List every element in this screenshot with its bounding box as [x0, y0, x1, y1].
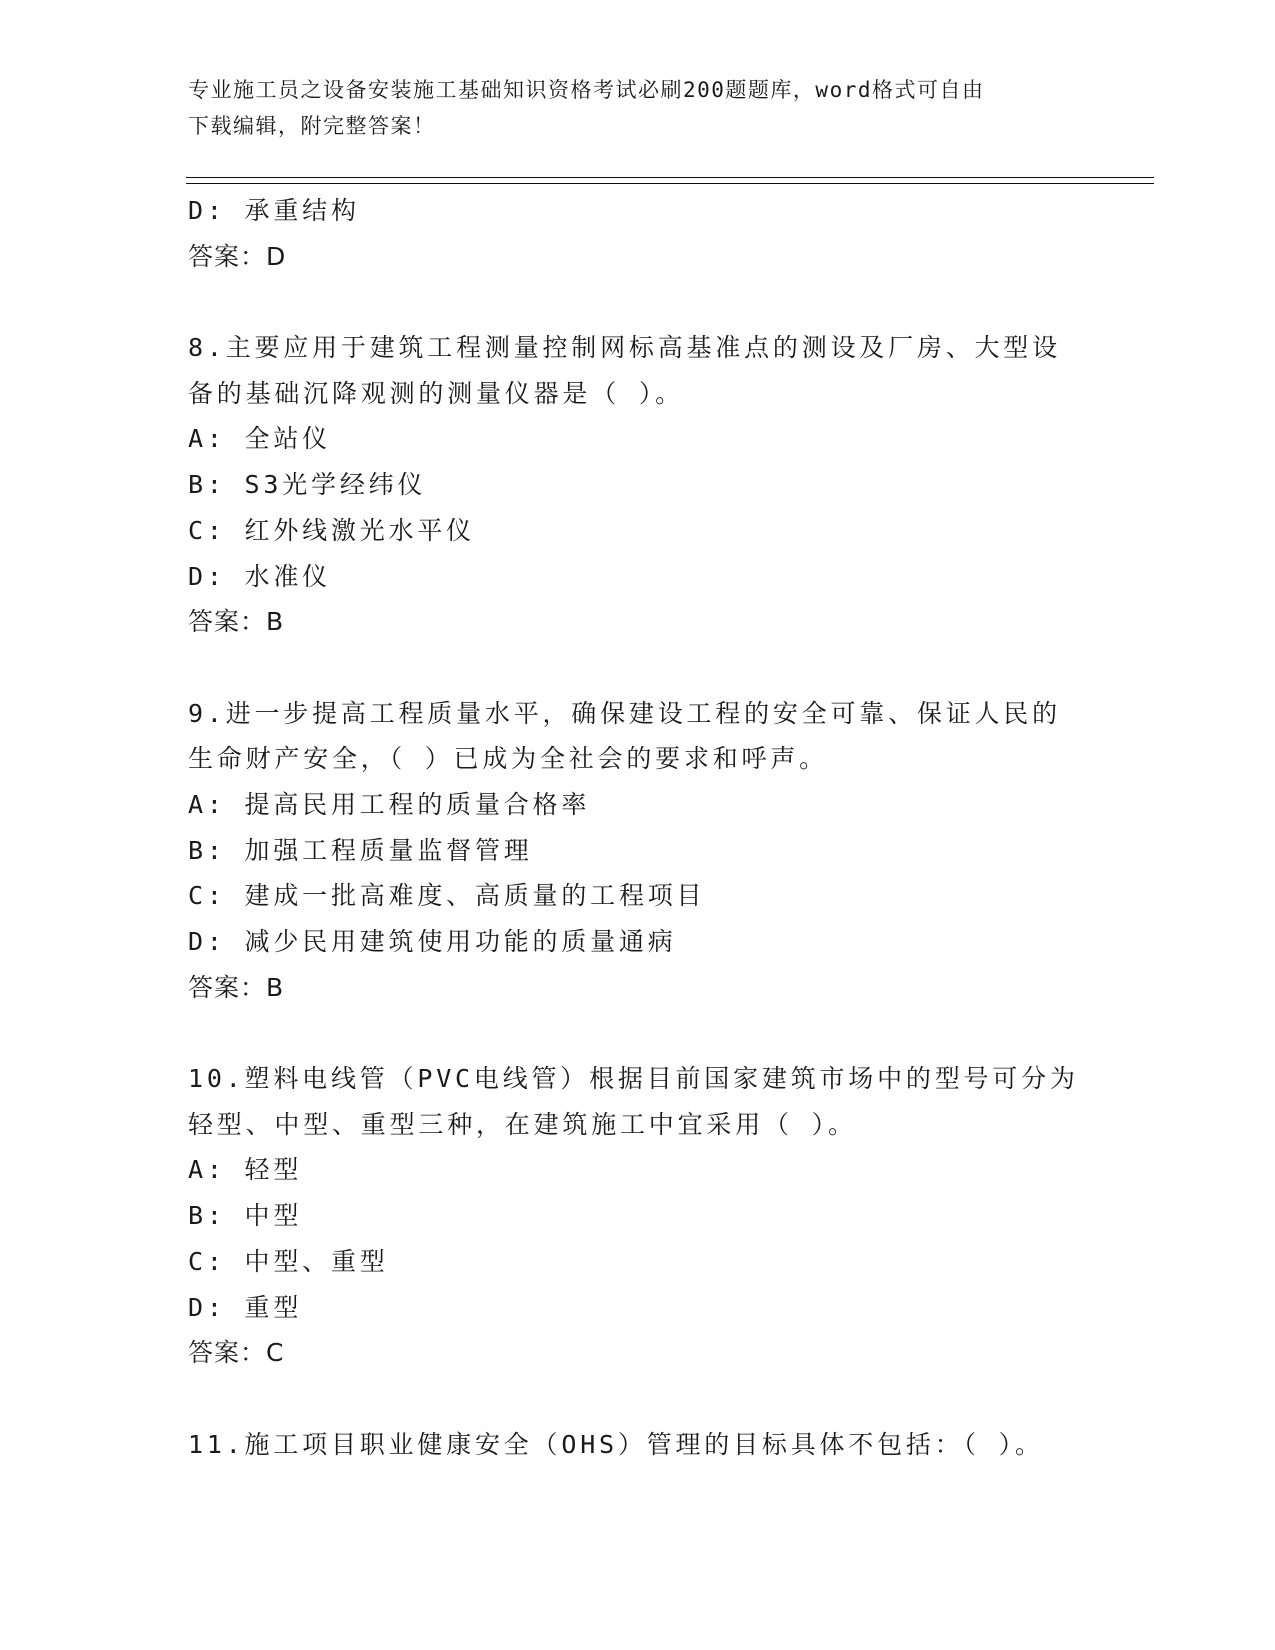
option-c: C: 中型、重型 [188, 1246, 389, 1276]
option-d: D: 承重结构 [188, 196, 360, 225]
spacer [188, 279, 1088, 325]
question-stem: 9.进一步提高工程质量水平，确保建设工程的安全可靠、保证人民的 [188, 698, 1061, 728]
option-b: B: S3光学经纬仪 [188, 470, 427, 500]
question-11 [188, 1422, 1088, 1468]
header-title-line2: 下载编辑，附完整答案！ [188, 114, 436, 138]
question-9 [188, 691, 1088, 1011]
answer-line: 答案：C [188, 1338, 285, 1368]
option-c: C: 红外线激光水平仪 [188, 515, 475, 545]
question-stem-continued: 生命财产安全，（ ）已成为全社会的要求和呼声。 [188, 744, 828, 774]
question-10 [188, 1056, 1088, 1376]
spacer [188, 1376, 1088, 1422]
option-d: D: 水准仪 [188, 561, 331, 591]
previous-question-tail [188, 188, 1088, 279]
answer-line: 答案：D [188, 241, 287, 271]
header-divider-top [186, 177, 1154, 178]
option-d: D: 减少民用建筑使用功能的质量通病 [188, 927, 677, 956]
question-stem: 10.塑料电线管（PVC电线管）根据目前国家建筑市场中的型号可分为 [188, 1064, 1079, 1094]
option-b: B: 加强工程质量监督管理 [188, 835, 533, 865]
question-stem: 8.主要应用于建筑工程测量控制网标高基准点的测设及厂房、大型设 [188, 333, 1061, 363]
header-title-line1: 专业施工员之设备安装施工基础知识资格考试必刷200题题库，word格式可自由 [188, 78, 985, 102]
option-a: A: 全站仪 [188, 424, 331, 454]
question-8 [188, 325, 1088, 645]
header-divider-bottom [186, 183, 1154, 184]
question-list [188, 188, 1088, 1467]
spacer [188, 645, 1088, 691]
option-b: B: 中型 [188, 1201, 303, 1231]
question-stem-continued: 轻型、中型、重型三种，在建筑施工中宜采用（ ）。 [188, 1109, 857, 1139]
answer-line: 答案：B [188, 972, 285, 1002]
document-header [188, 72, 1088, 144]
option-c: C: 建成一批高难度、高质量的工程项目 [188, 881, 706, 911]
answer-line: 答案：B [188, 607, 285, 637]
question-stem: 11.施工项目职业健康安全（OHS）管理的目标具体不包括：（ ）。 [188, 1429, 1044, 1459]
option-d: D: 重型 [188, 1292, 303, 1322]
spacer [188, 1010, 1088, 1056]
question-stem-continued: 备的基础沉降观测的测量仪器是（ ）。 [188, 378, 684, 408]
option-a: A: 轻型 [188, 1155, 303, 1185]
option-a: A: 提高民用工程的质量合格率 [188, 789, 591, 819]
